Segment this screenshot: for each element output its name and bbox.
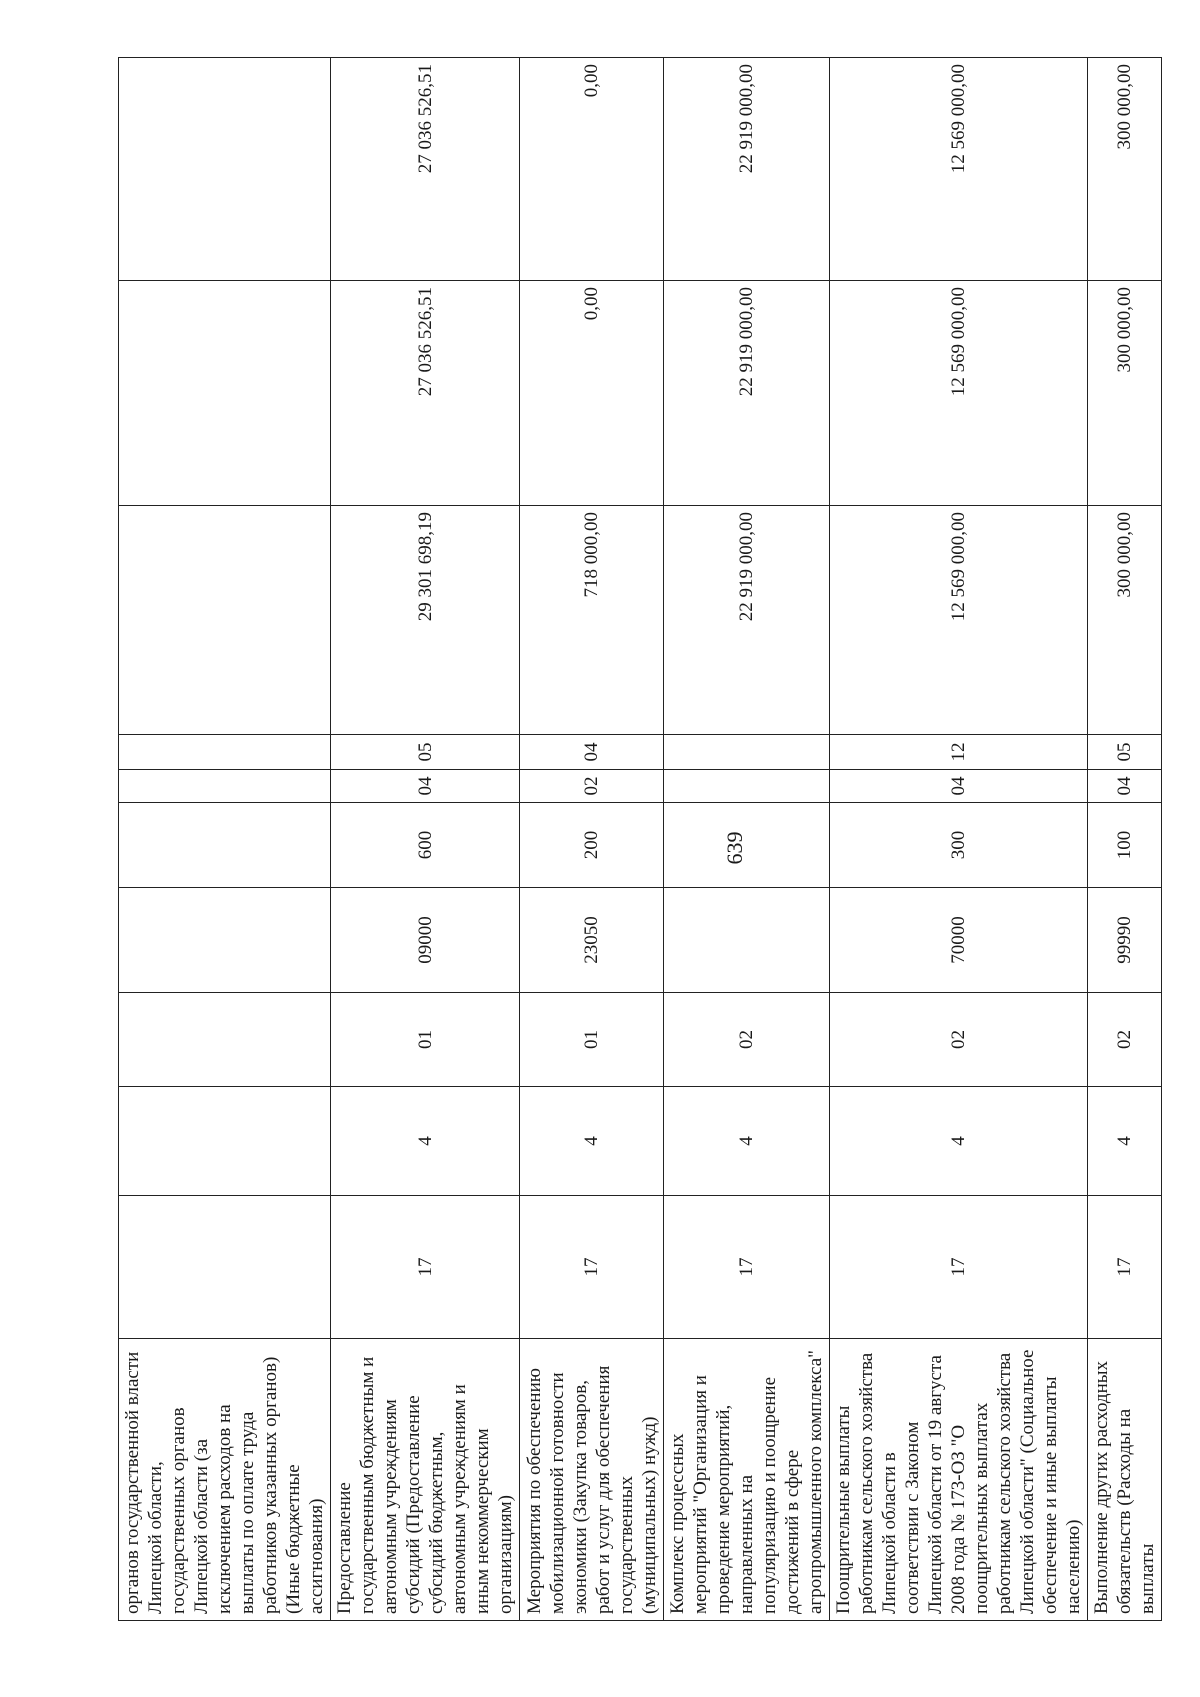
col-amount-2: 22 919 000,00 [664, 281, 830, 506]
col-amount-1: 29 301 698,19 [331, 506, 520, 735]
col-program-code [119, 1087, 331, 1196]
col-amount-1: 300 000,00 [1088, 506, 1162, 735]
col-amount-3: 300 000,00 [1088, 58, 1162, 281]
col-chapter-code: 17 [830, 1196, 1088, 1339]
col-amount-1: 718 000,00 [520, 506, 664, 735]
row-description: Комплекс процессных мероприятий "Организация и проведение мероприятий, направленных на популяризацию и поощрение достижений в сфере агропромышленного комплекса" [664, 1339, 830, 1621]
table-row [664, 58, 830, 1621]
col-chapter-code: 17 [664, 1196, 830, 1339]
col-program-code: 4 [664, 1087, 830, 1196]
col-subprogram-code: 02 [830, 993, 1088, 1087]
col-section [119, 770, 331, 803]
col-target-code: 99990 [1088, 888, 1162, 993]
col-amount-3: 22 919 000,00 [664, 58, 830, 281]
col-subprogram-code: 01 [331, 993, 520, 1087]
table-row [520, 58, 664, 1621]
col-amount-1: 22 919 000,00 [664, 506, 830, 735]
col-amount-3: 27 036 526,51 [331, 58, 520, 281]
col-amount-3 [119, 58, 331, 281]
row-description: Выполнение других расходных обязательств (Расходы на выплаты [1088, 1339, 1162, 1621]
row-description: Предоставление государственным бюджетным и автономным учреждениям субсидий (Предоставление субсидий бюджетным, автономным учреждениям и иным некоммерческим организациям) [331, 1339, 520, 1621]
col-subsection [119, 735, 331, 770]
row-description: органов государственной власти Липецкой области, государственных органов Липецкой области (за исключением расходов на выплаты по оплате труда работников указанных органов) (Иные бюджетные ассигнования) [119, 1339, 331, 1621]
col-section: 04 [331, 770, 520, 803]
col-expense-type: 100 [1088, 803, 1162, 888]
table-row [1088, 58, 1162, 1621]
col-section: 04 [830, 770, 1088, 803]
col-section: 02 [520, 770, 664, 803]
col-expense-type: 300 [830, 803, 1088, 888]
budget-table [118, 57, 1162, 1621]
col-amount-2 [119, 281, 331, 506]
col-subsection: 05 [1088, 735, 1162, 770]
col-program-code: 4 [520, 1087, 664, 1196]
col-amount-1: 12 569 000,00 [830, 506, 1088, 735]
table-body [119, 58, 1162, 1621]
col-subprogram-code: 02 [1088, 993, 1162, 1087]
col-chapter-code: 17 [1088, 1196, 1162, 1339]
col-target-code [119, 888, 331, 993]
col-amount-2: 0,00 [520, 281, 664, 506]
col-subsection: 12 [830, 735, 1088, 770]
col-subprogram-code: 02 [664, 993, 830, 1087]
col-program-code: 4 [1088, 1087, 1162, 1196]
col-amount-3: 0,00 [520, 58, 664, 281]
col-amount-1 [119, 506, 331, 735]
col-subsection [664, 735, 830, 770]
col-expense-type [119, 803, 331, 888]
col-program-code: 4 [331, 1087, 520, 1196]
row-description: Мероприятия по обеспечению мобилизационной готовности экономики (Закупка товаров, работ и услуг для обеспечения государственных (муниципальных) нужд) [520, 1339, 664, 1621]
col-amount-2: 12 569 000,00 [830, 281, 1088, 506]
col-chapter-code: 17 [331, 1196, 520, 1339]
table-row [119, 58, 331, 1621]
col-subprogram-code: 01 [520, 993, 664, 1087]
col-chapter-code [119, 1196, 331, 1339]
table-row [331, 58, 520, 1621]
col-expense-type: 200 [520, 803, 664, 888]
row-description: Поощрительные выплаты работникам сельского хозяйства Липецкой области в соответствии с Законом Липецкой области от 19 августа 2008 года № 173-ОЗ "О поощрительных выплатах работникам сельского хозяйства Липецкой области" (Социальное обеспечение и иные выплаты населению) [830, 1339, 1088, 1621]
col-subprogram-code [119, 993, 331, 1087]
col-target-code: 09000 [331, 888, 520, 993]
col-target-code: 23050 [520, 888, 664, 993]
col-amount-2: 300 000,00 [1088, 281, 1162, 506]
col-program-code: 4 [830, 1087, 1088, 1196]
col-subsection: 05 [331, 735, 520, 770]
col-amount-3: 12 569 000,00 [830, 58, 1088, 281]
table-wrap [118, 58, 1200, 1621]
col-amount-2: 27 036 526,51 [331, 281, 520, 506]
col-expense-type [664, 803, 830, 888]
col-target-code [664, 888, 830, 993]
col-chapter-code: 17 [520, 1196, 664, 1339]
table-row [830, 58, 1088, 1621]
col-section: 04 [1088, 770, 1162, 803]
page-number: 639 [722, 831, 747, 865]
col-target-code: 70000 [830, 888, 1088, 993]
col-expense-type: 600 [331, 803, 520, 888]
rotated-table-frame [118, 58, 1200, 1621]
col-subsection: 04 [520, 735, 664, 770]
col-section [664, 770, 830, 803]
